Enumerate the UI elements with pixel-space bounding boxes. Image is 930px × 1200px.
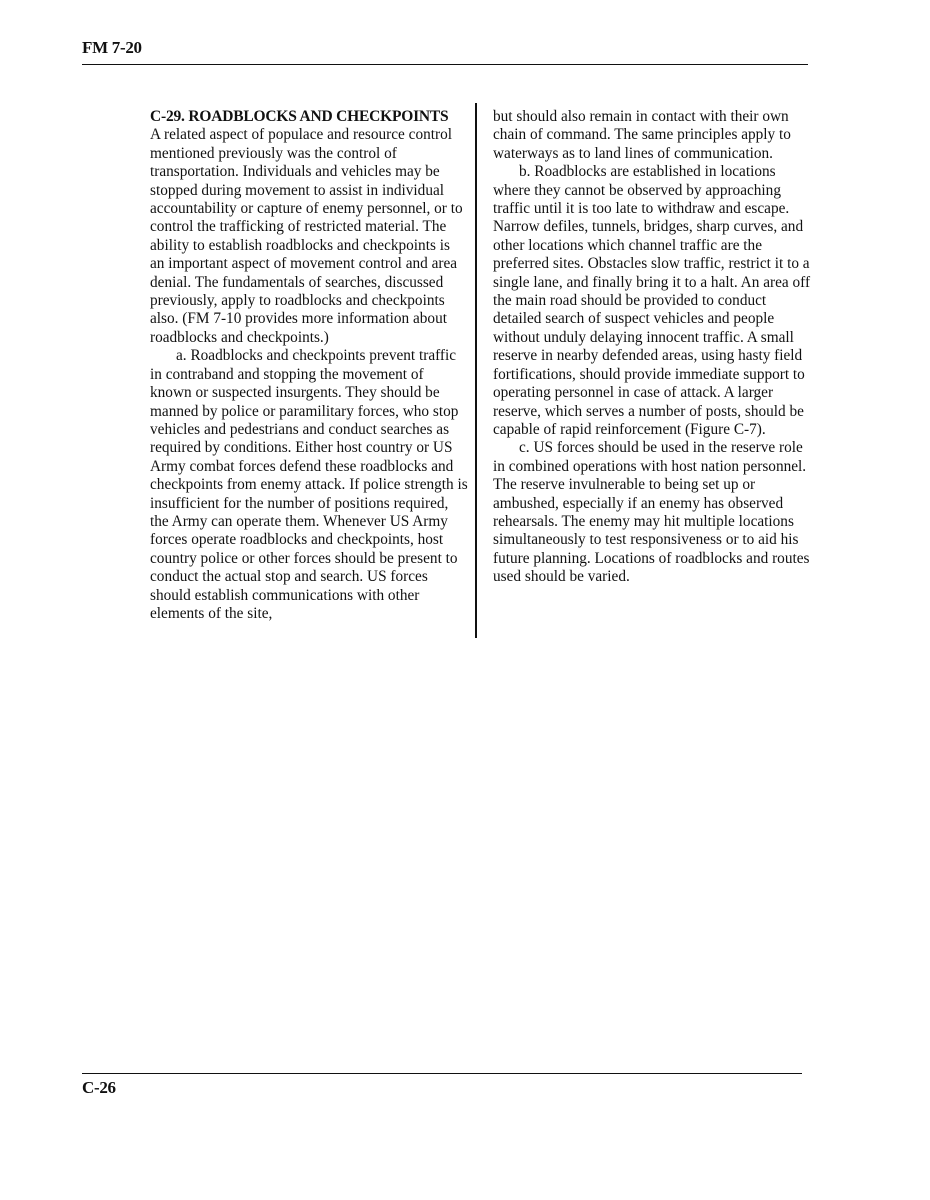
paragraph-b: b. Roadblocks are established in locations where they cannot be observed by approaching traffic until it is too late to withdraw and escape. Narrow defiles, tunnels, bridges, sharp curves, and other locations which channel traffic are the preferred sites. Obstacles slow traffic, restrict it to a single lane, and finally bring it to a halt. An area off the main road should be provided to conduct detailed search of suspect vehicles and people without unduly delaying innocent traffic. A small reserve in nearby defended areas, using hasty field fortifications, should provide immediate support to operating personnel in case of attack. A larger reserve, which serves a number of posts, should be capable of rapid reinforcement (Figure C-7). [493, 163, 811, 438]
page-footer [82, 1073, 802, 1097]
paragraph-a-continued: but should also remain in contact with their own chain of command. The same principles apply to waterways as to land lines of communication. [493, 108, 791, 162]
document-code: FM 7-20 [82, 38, 142, 57]
intro-paragraph: A related aspect of populace and resource control mentioned previously was the control of transportation. Individuals and vehicles may be stopped during movement to assist in individual accountability or capture of enemy personnel, or to control the trafficking of restricted material. The ability to establish roadblocks and checkpoints is an important aspect of movement control and area denial. The fundamentals of searches, discussed previously, apply to roadblocks and checkpoints also. (FM 7-10 provides more information about roadblocks and checkpoints.) [150, 126, 463, 346]
left-column [150, 108, 468, 623]
page-number: C-26 [82, 1078, 116, 1097]
column-divider [475, 103, 477, 638]
paragraph-a: a. Roadblocks and checkpoints prevent traffic in contraband and stopping the movement of known or suspected insurgents. They should be manned by police or paramilitary forces, who stop vehicles and pedestrians and conduct searches as required by conditions. Either host country or US Army combat forces defend these roadblocks and checkpoints from enemy attack. If police strength is insufficient for the number of positions required, the Army can operate them. Whenever US Army forces operate roadblocks and checkpoints, host country police or other forces should be present to conduct the actual stop and search. US forces should establish communications with other elements of the site, [150, 347, 468, 622]
page-header [82, 38, 808, 65]
right-column [493, 108, 811, 587]
paragraph-c: c. US forces should be used in the reserve role in combined operations with host nation personnel. The reserve invulnerable to being set up or ambushed, especially if an enemy has observed rehearsals. The enemy may hit multiple locations simultaneously to test responsiveness or to aid his future planning. Locations of roadblocks and routes used should be varied. [493, 439, 810, 586]
section-heading: C-29. ROADBLOCKS AND CHECKPOINTS [150, 108, 449, 125]
